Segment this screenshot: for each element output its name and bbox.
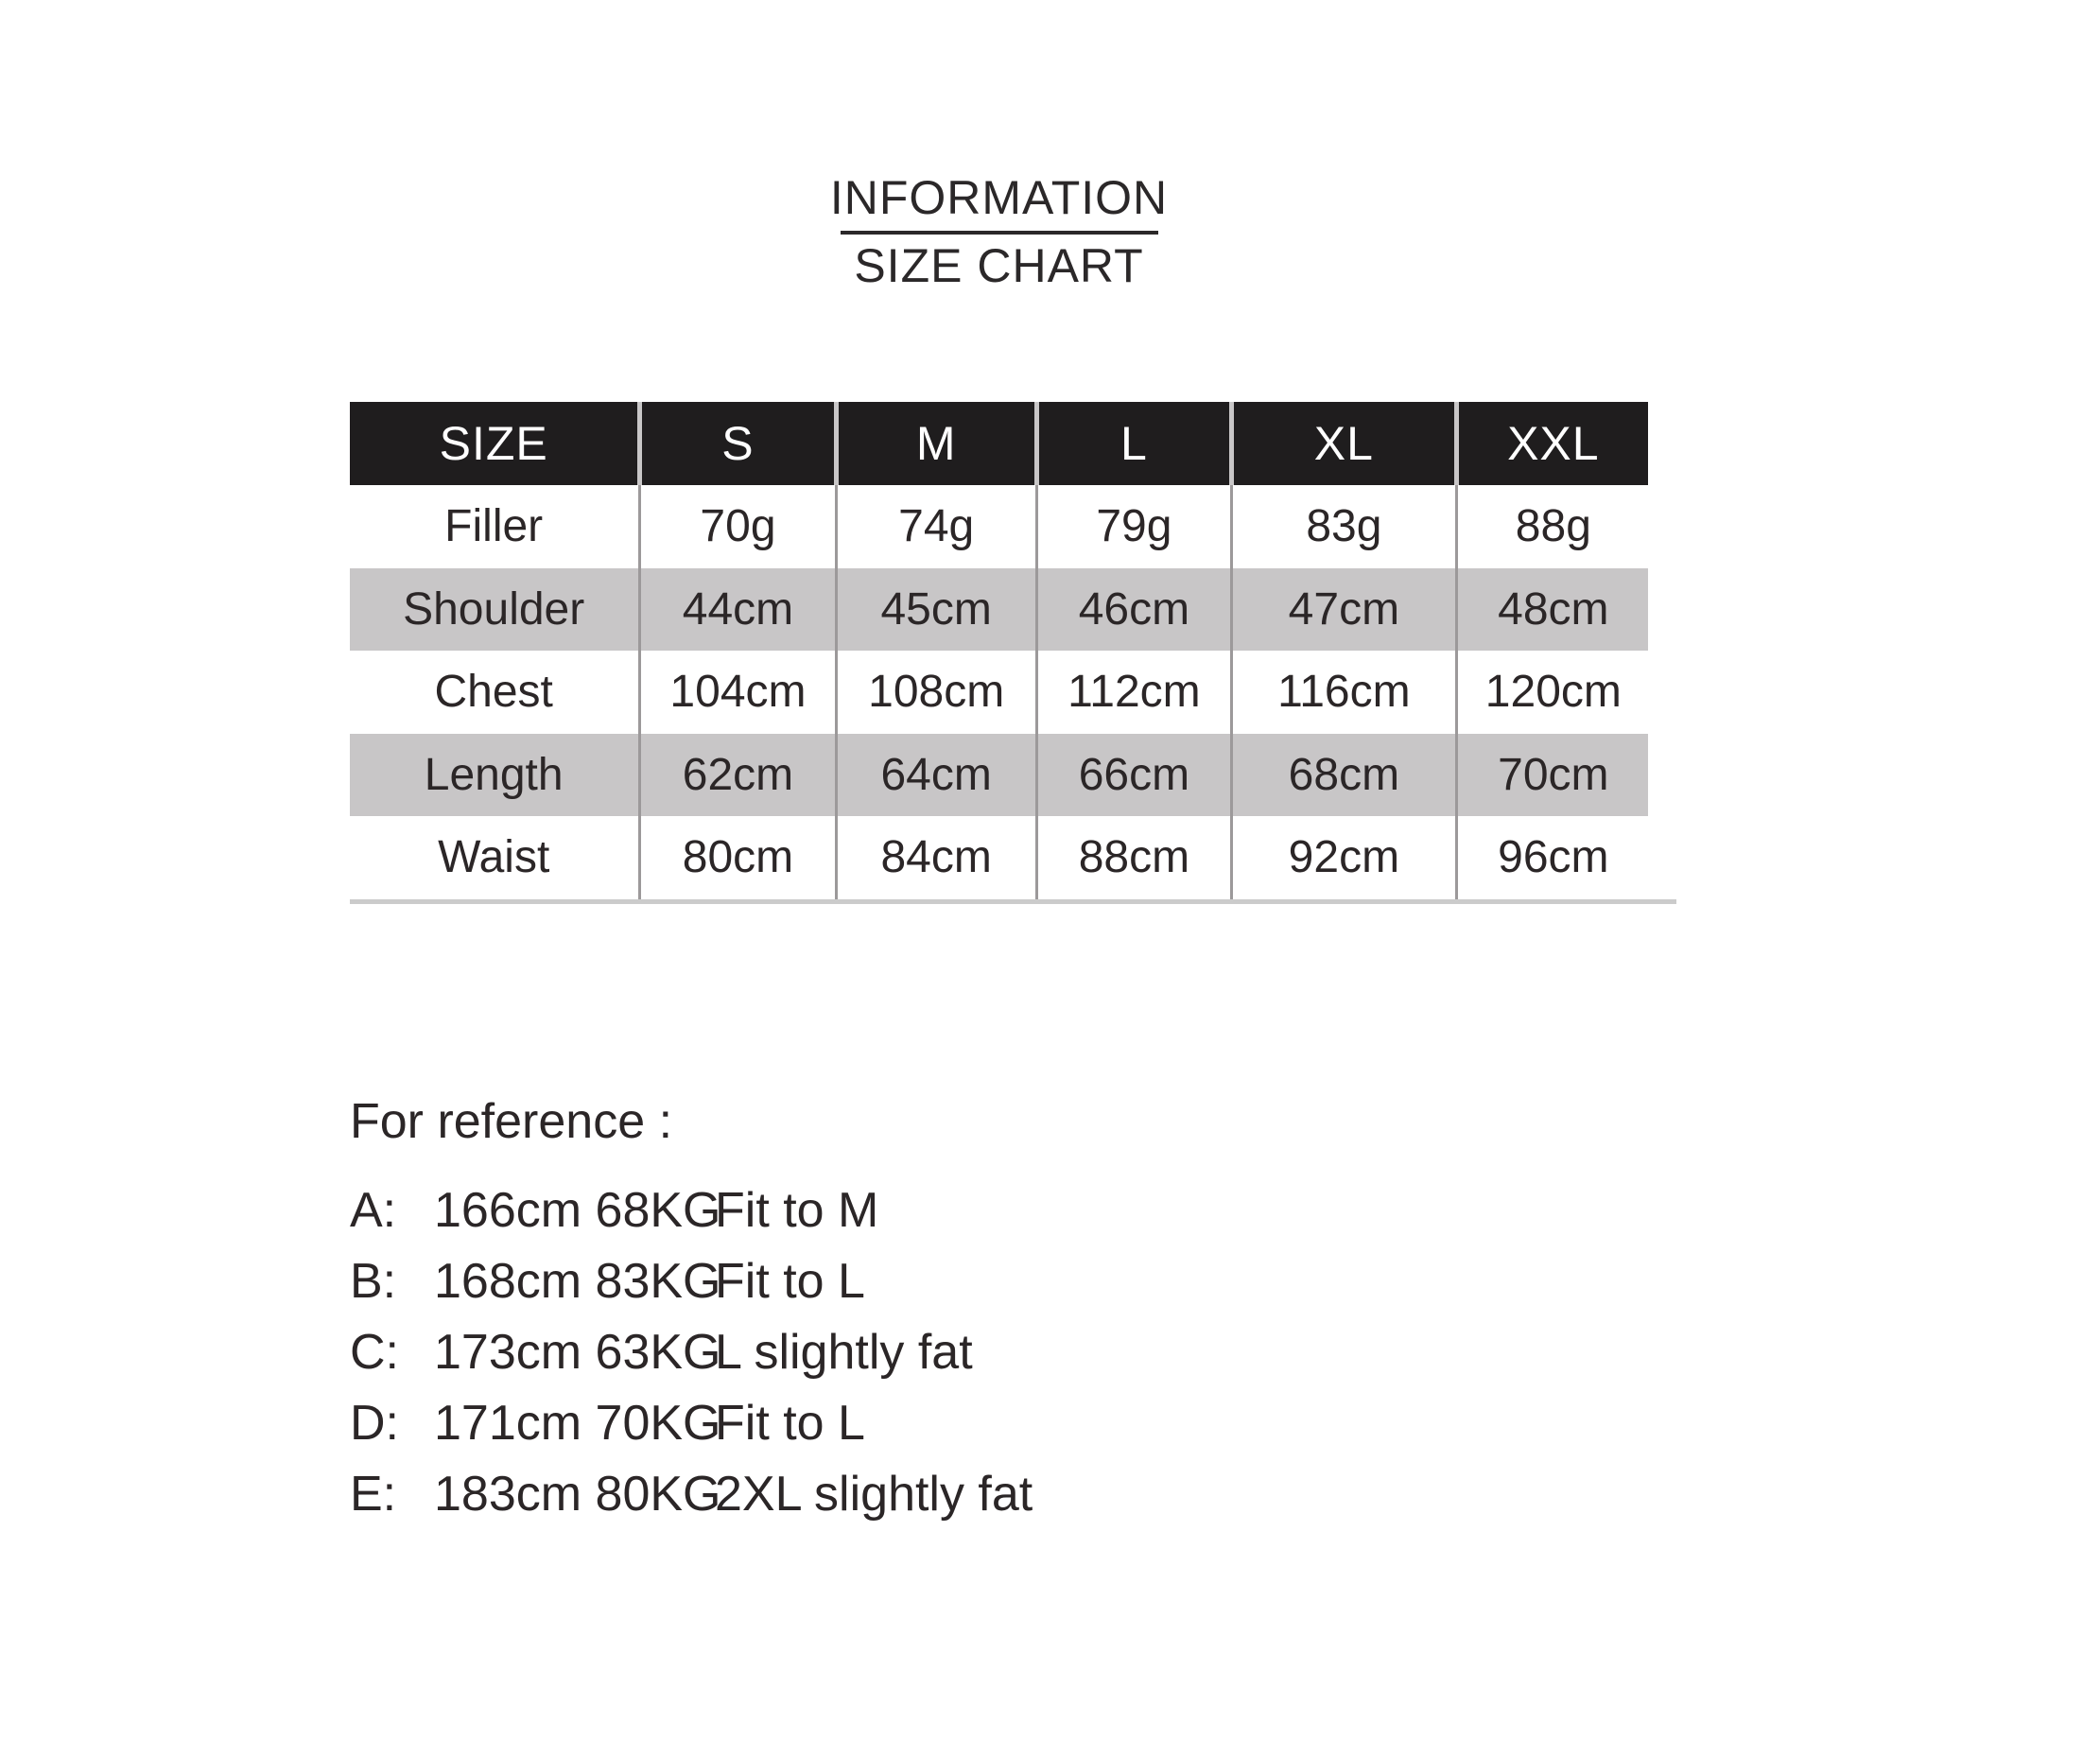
table-cell: 70cm <box>1459 734 1648 817</box>
table-cell: 108cm <box>839 651 1034 734</box>
reference-measurement: 166cm 68KG <box>434 1182 721 1238</box>
reference-label: A: <box>350 1182 397 1238</box>
reference-measurement: 168cm 83KG <box>434 1253 721 1309</box>
column-header-m: M <box>839 402 1034 485</box>
table-row-shoulder <box>350 568 1648 652</box>
table-cell: 45cm <box>839 568 1034 652</box>
title-size-chart: SIZE CHART <box>854 239 1144 292</box>
reference-fit: Fit to L <box>715 1253 865 1309</box>
row-label: Chest <box>434 667 553 718</box>
table-bottom-border <box>350 899 1676 904</box>
page-title <box>350 168 1648 295</box>
reference-measurement: 173cm 63KG <box>434 1324 721 1380</box>
table-cell: 104cm <box>642 651 833 734</box>
row-label: Waist <box>438 832 550 883</box>
table-cell: 68cm <box>1234 734 1454 817</box>
table-cell: 79g <box>1039 485 1229 568</box>
table-cell: 70g <box>642 485 833 568</box>
table-cell: 74g <box>839 485 1034 568</box>
column-header-xl: XL <box>1234 402 1454 485</box>
row-label: Filler <box>444 501 544 552</box>
reference-section <box>350 1093 1033 1522</box>
row-label: Shoulder <box>403 583 585 635</box>
column-header-xxl: XXL <box>1459 402 1648 485</box>
table-cell: 62cm <box>642 734 833 817</box>
reference-list <box>350 1174 1484 1529</box>
table-row-length <box>350 734 1648 817</box>
reference-fit: L slightly fat <box>715 1324 973 1380</box>
table-cell: 64cm <box>839 734 1034 817</box>
column-header-size: SIZE <box>350 402 637 485</box>
table-cell: 112cm <box>1039 651 1229 734</box>
title-divider <box>841 231 1158 235</box>
table-cell: 83g <box>1234 485 1454 568</box>
column-header-s: S <box>642 402 833 485</box>
table-cell: 47cm <box>1234 568 1454 652</box>
table-header-row <box>350 402 1648 485</box>
table-cell: 84cm <box>839 816 1034 899</box>
table-cell: 46cm <box>1039 568 1229 652</box>
table-cell: 44cm <box>642 568 833 652</box>
table-cell: 80cm <box>642 816 833 899</box>
reference-label: E: <box>350 1466 397 1522</box>
row-label: Length <box>424 749 564 800</box>
title-information: INFORMATION <box>829 171 1169 224</box>
table-row-waist <box>350 816 1648 899</box>
reference-heading: For reference : <box>350 1094 673 1149</box>
table-cell: 66cm <box>1039 734 1229 817</box>
table-cell: 88g <box>1459 485 1648 568</box>
size-table <box>350 402 1648 899</box>
column-header-l: L <box>1039 402 1229 485</box>
reference-measurement: 171cm 70KG <box>434 1395 721 1451</box>
reference-measurement: 183cm 80KG <box>434 1466 721 1522</box>
table-row-filler <box>350 485 1648 568</box>
reference-item-d <box>350 1387 1484 1458</box>
reference-item-e <box>350 1458 1484 1529</box>
reference-fit: Fit to L <box>715 1395 865 1451</box>
table-cell: 88cm <box>1039 816 1229 899</box>
reference-label: D: <box>350 1395 399 1451</box>
reference-label: C: <box>350 1324 399 1380</box>
reference-item-a <box>350 1174 1484 1245</box>
table-cell: 96cm <box>1459 816 1648 899</box>
reference-item-c <box>350 1316 1484 1387</box>
table-cell: 120cm <box>1459 651 1648 734</box>
table-cell: 92cm <box>1234 816 1454 899</box>
table-cell: 48cm <box>1459 568 1648 652</box>
reference-label: B: <box>350 1253 397 1309</box>
table-row-chest <box>350 651 1648 734</box>
table-cell: 116cm <box>1234 651 1454 734</box>
reference-fit: 2XL slightly fat <box>715 1466 1033 1522</box>
reference-item-b <box>350 1245 1484 1316</box>
reference-fit: Fit to M <box>715 1182 879 1238</box>
